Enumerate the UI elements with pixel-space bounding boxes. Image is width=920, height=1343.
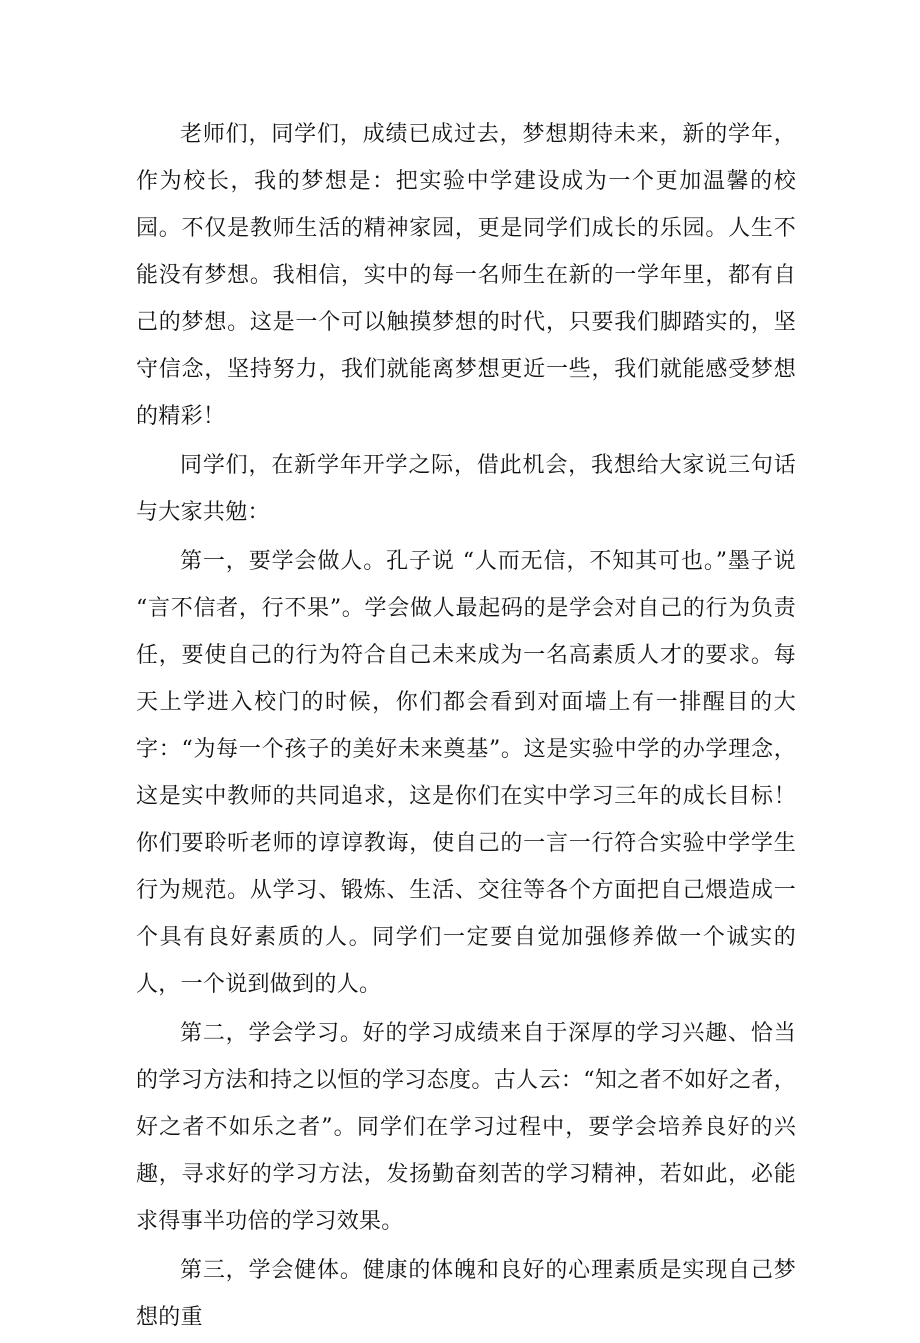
paragraph-dream: 老师们，同学们，成绩已成过去，梦想期待未来，新的学年，作为校长，我的梦想是：把实验中学建设成为一个更加温馨的校园。不仅是教师生活的精神家园，更是同学们成长的乐园。人生不能没有梦想。我相信，实中的每一名师生在新的一学年里，都有自己的梦想。这是一个可以触摸梦想的时代，只要我们脚踏实的，坚守信念，坚持努力，我们就能离梦想更近一些，我们就能感受梦想的精彩！ [136,122,796,429]
paragraph-second-learn: 第二，学会学习。好的学习成绩来自于深厚的学习兴趣、恰当的学习方法和持之以恒的学习态度。古人云：“知之者不如好之者，好之者不如乐之者”。同学们在学习过程中，要学会培养良好的兴趣，寻求好的学习方法，发扬勤奋刻苦的学习精神，若如此，必能求得事半功倍的学习效果。 [136,1021,796,1234]
document-body [136,111,796,1343]
paragraph-first-be-a-person: 第一，要学会做人。孔子说 “人而无信，不知其可也。”墨子说 “言不信者，行不果”。学会做人最起码的是学会对自己的行为负责任，要使自己的行为符合自己未来成为一名高素质人才的要求。每天上学进入校门的时候，你们都会看到对面墙上有一排醒目的大字：“为每一个孩子的美好未来奠基”。这是实验中学的办学理念，这是实中教师的共同追求，这是你们在实中学习三年的成长目标！你们要聆听老师的谆谆教诲，使自己的一言一行符合实验中学学生行为规范。从学习、锻炼、生活、交往等各个方面把自己煨造成一个具有良好素质的人。同学们一定要自觉加强修养做一个诚实的人，一个说到做到的人。 [136,549,796,997]
paragraph-third-fitness: 第三，学会健体。健康的体魄和良好的心理素质是实现自己梦想的重 [136,1258,796,1330]
paragraph-three-sentences: 同学们，在新学年开学之际，借此机会，我想给大家说三句话与大家共勉： [136,453,796,525]
